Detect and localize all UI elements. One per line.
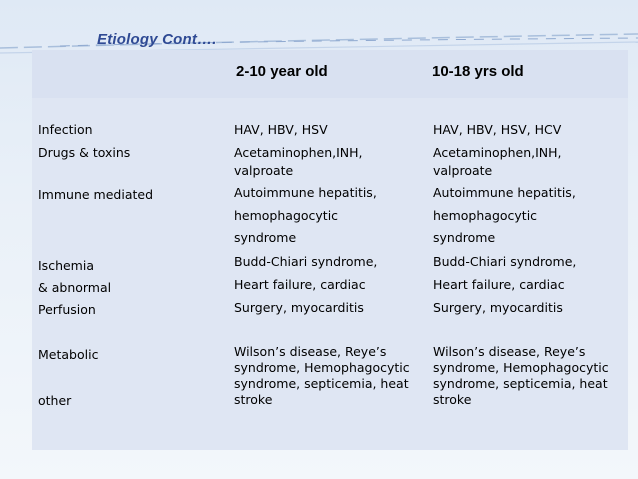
row-label-ischemia: Ischemia — [38, 258, 94, 273]
cell-ischemia-10-18-line2: Heart failure, cardiac — [433, 277, 565, 292]
cell-metabolic-2-10-line2: syndrome, Hemophagocytic — [234, 360, 410, 375]
cell-ischemia-2-10-line3: Surgery, myocarditis — [234, 300, 364, 315]
header-10-18-yrs-old: 10-18 yrs old — [432, 63, 524, 80]
row-label-infection: Infection — [38, 122, 93, 137]
cell-infection-10-18: HAV, HBV, HSV, HCV — [433, 122, 562, 137]
row-label-metabolic: Metabolic — [38, 347, 99, 362]
cell-drugs-2-10-line1: Acetaminophen,INH, — [234, 145, 363, 160]
cell-drugs-2-10-line2: valproate — [234, 163, 294, 178]
cell-metabolic-10-18-line2: syndrome, Hemophagocytic — [433, 360, 609, 375]
cell-drugs-10-18-line2: valproate — [433, 163, 493, 178]
etiology-table — [32, 50, 628, 450]
cell-metabolic-10-18-line1: Wilson’s disease, Reye’s — [433, 344, 586, 359]
slide-title: Etiology Cont…. — [97, 31, 217, 48]
row-label-perfusion: Perfusion — [38, 302, 96, 317]
cell-metabolic-10-18-line3: syndrome, septicemia, heat — [433, 376, 608, 391]
cell-metabolic-2-10-line4: stroke — [234, 392, 273, 407]
cell-metabolic-10-18-line4: stroke — [433, 392, 472, 407]
cell-drugs-10-18-line1: Acetaminophen,INH, — [433, 145, 562, 160]
cell-ischemia-10-18-line1: Budd-Chiari syndrome, — [433, 254, 577, 269]
cell-metabolic-2-10-line1: Wilson’s disease, Reye’s — [234, 344, 387, 359]
cell-immune-10-18-line3: syndrome — [433, 230, 496, 245]
cell-immune-10-18-line1: Autoimmune hepatitis, — [433, 185, 576, 200]
cell-immune-2-10-line1: Autoimmune hepatitis, — [234, 185, 377, 200]
cell-infection-2-10: HAV, HBV, HSV — [234, 122, 328, 137]
row-label-other: other — [38, 393, 72, 408]
row-label-drugs-toxins: Drugs & toxins — [38, 145, 131, 160]
cell-ischemia-2-10-line1: Budd-Chiari syndrome, — [234, 254, 378, 269]
cell-ischemia-2-10-line2: Heart failure, cardiac — [234, 277, 366, 292]
cell-immune-2-10-line2: hemophagocytic — [234, 208, 339, 223]
row-label-immune-mediated: Immune mediated — [38, 187, 154, 202]
cell-immune-2-10-line3: syndrome — [234, 230, 297, 245]
cell-metabolic-2-10-line3: syndrome, septicemia, heat — [234, 376, 409, 391]
cell-immune-10-18-line2: hemophagocytic — [433, 208, 538, 223]
row-label-abnormal: & abnormal — [38, 280, 112, 295]
cell-ischemia-10-18-line3: Surgery, myocarditis — [433, 300, 563, 315]
table-header-row — [32, 50, 628, 98]
header-2-10-year-old: 2-10 year old — [236, 63, 328, 80]
